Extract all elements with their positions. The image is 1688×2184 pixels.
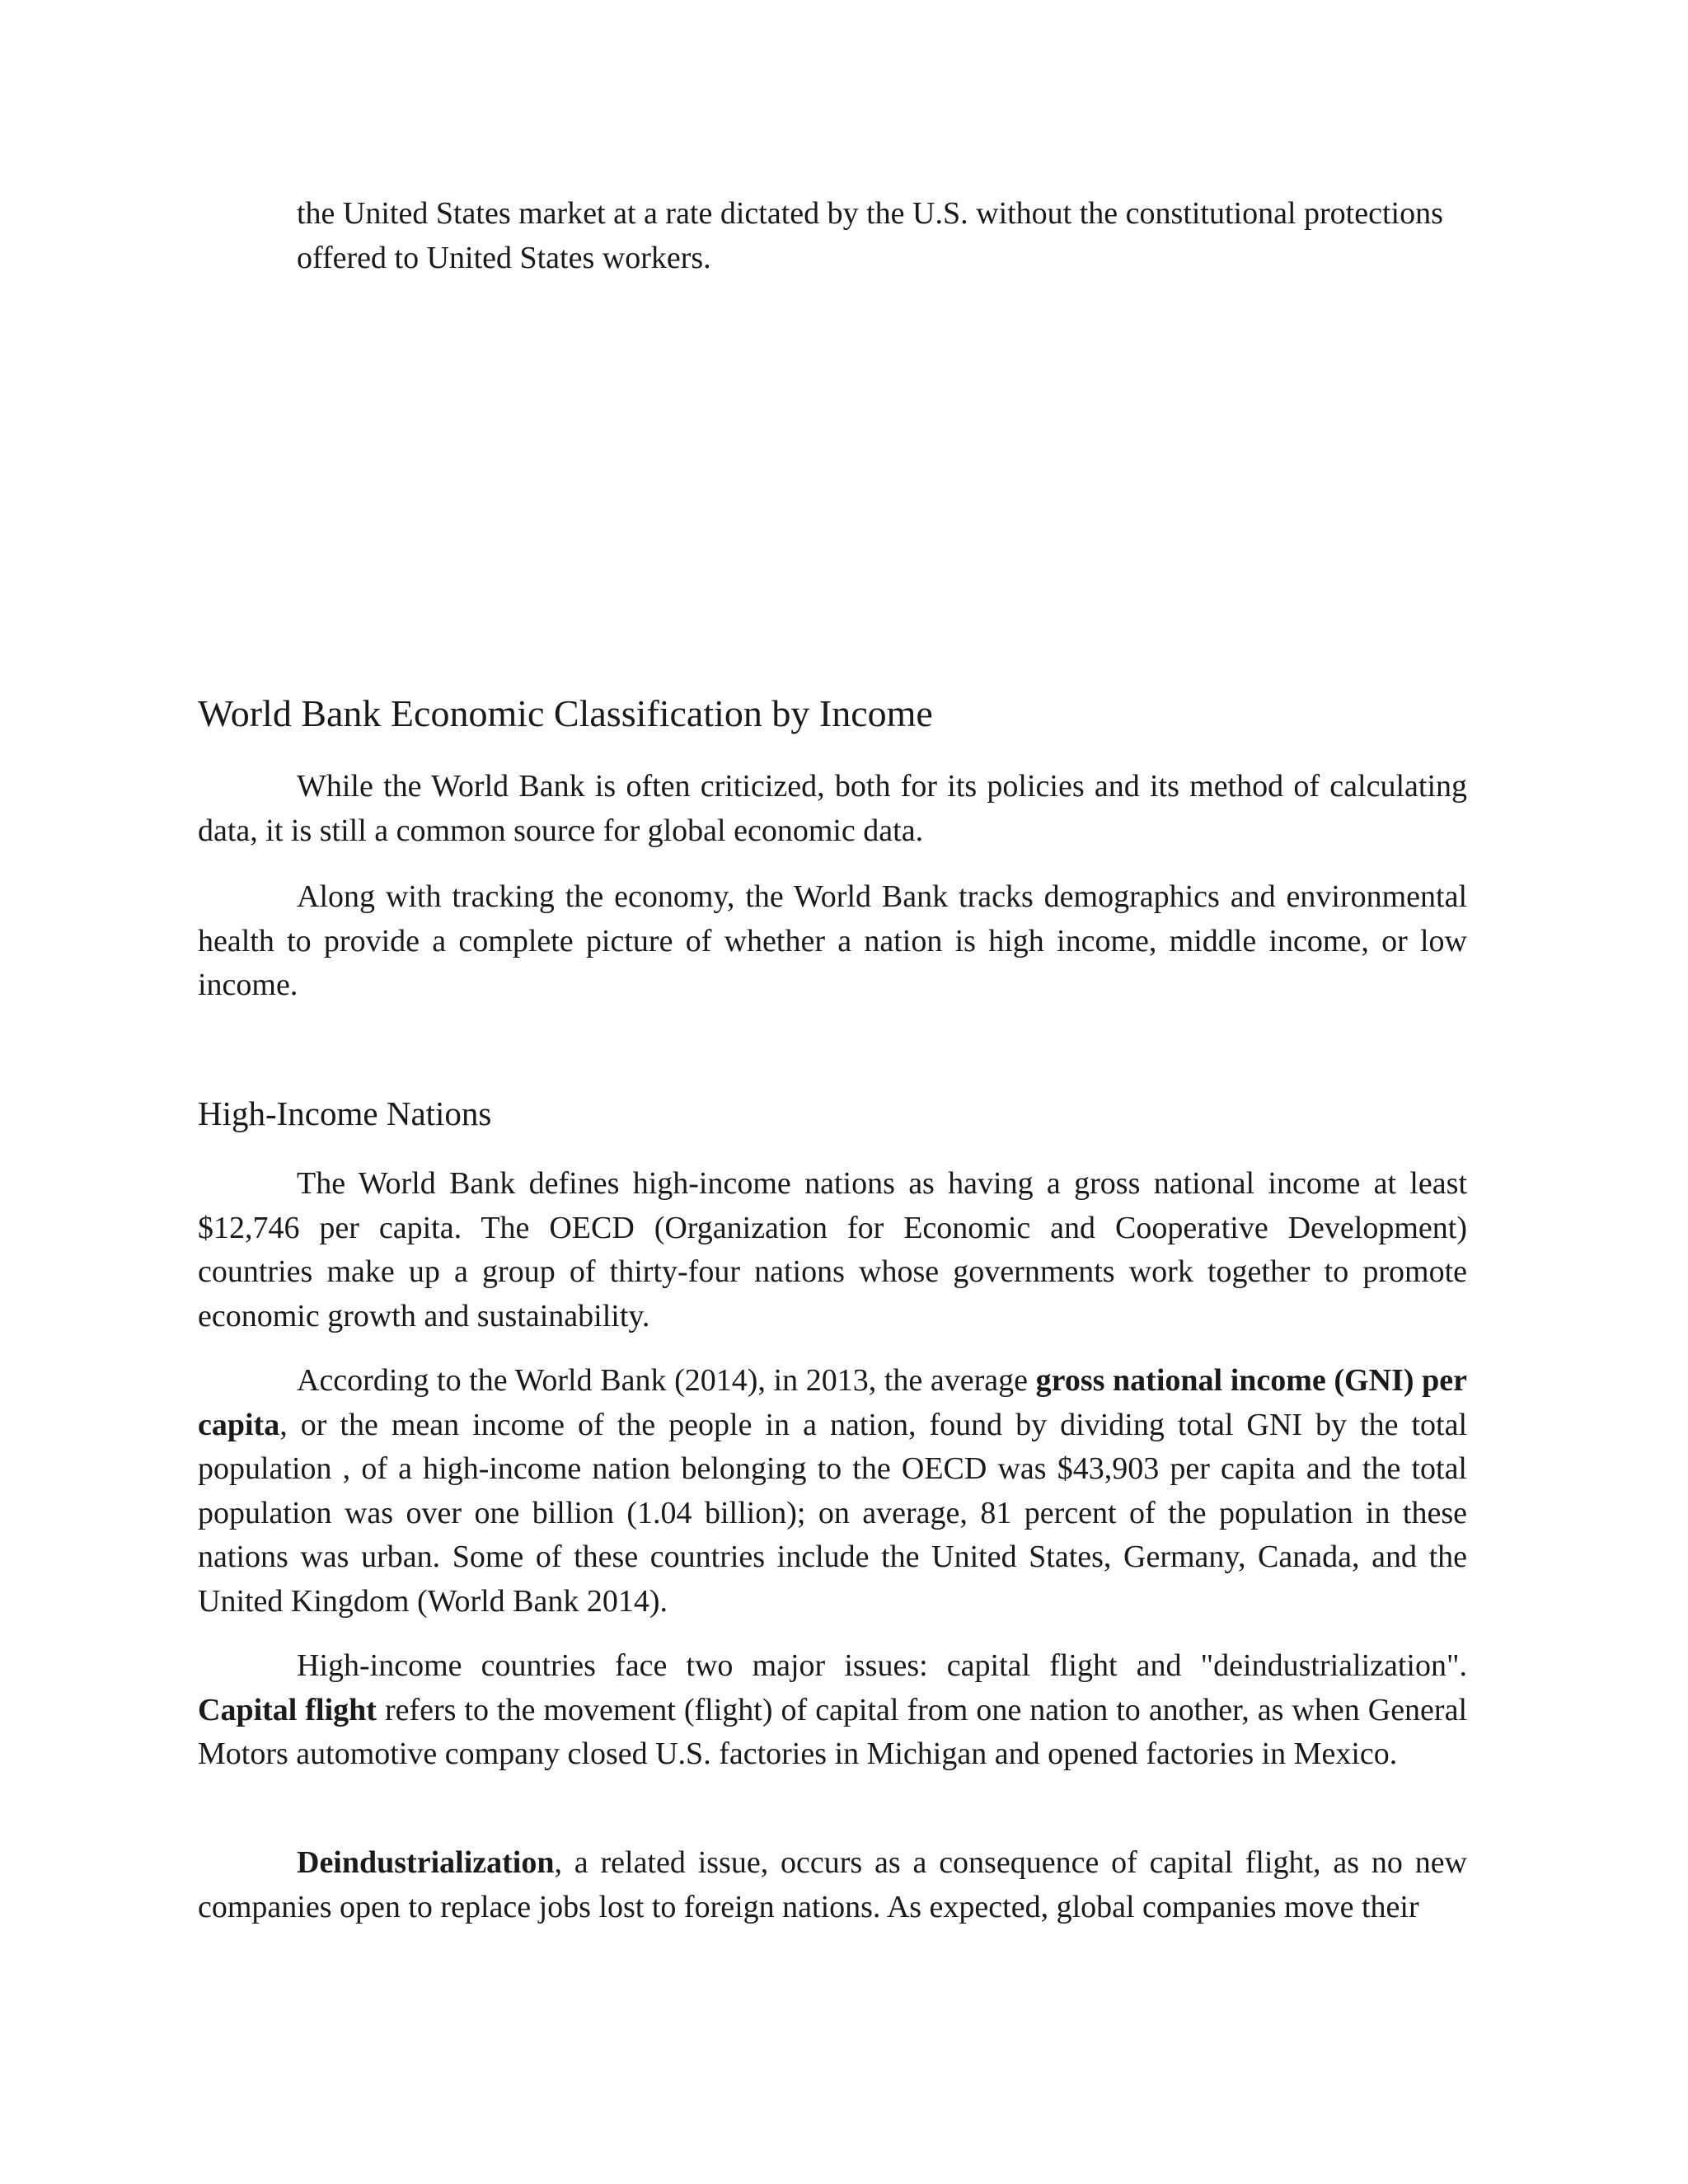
paragraph: Along with tracking the economy, the World Bank tracks demographics and environmental health to provide a complete picture of whether a nation is high income, middle income, or low income.	[198, 879, 1467, 1002]
text-run: According to the World Bank (2014), in 2013, the average	[297, 1363, 1036, 1398]
section2-paragraph-2	[198, 1359, 1467, 1624]
section2-paragraph-3	[198, 1644, 1467, 1777]
section-heading-world-bank-classification: World Bank Economic Classification by Income	[198, 692, 933, 734]
text-run: , a related issue, occurs as a consequence of capital flight, as no new companies open to replace jobs lost to foreign nations. As expected, global companies move their	[198, 1845, 1467, 1924]
key-term-gni-per-capita: gross national income (GNI) per capita	[198, 1363, 1467, 1442]
key-term-capital-flight: Capital flight	[198, 1692, 377, 1727]
text-run: High-income countries face two major issues: capital flight and "deindustrialization".	[297, 1648, 1467, 1683]
section2-paragraph-4	[198, 1841, 1467, 1929]
section-heading-high-income-nations: High-Income Nations	[198, 1094, 492, 1132]
text-run: refers to the movement (flight) of capital from one nation to another, as when General Motors automotive company closed U.S. factories in Michigan and opened factories in Mexico.	[198, 1692, 1467, 1771]
section2-paragraph-1	[198, 1162, 1467, 1338]
quote-continuation: the United States market at a rate dictated by the U.S. without the constitutional protections offered to United States workers.	[297, 196, 1443, 275]
text-run: , or the mean income of the people in a nation, found by dividing total GNI by the total population , of a high-income nation belonging to the OECD was $43,903 per capita and the total population was over one billion (1.04 billion); on average, 81 percent of the population in these nations was urban. Some of these countries include the United States, Germany, Canada, and the United Kingdom (World Bank 2014).	[198, 1407, 1467, 1619]
section1-body	[198, 765, 1467, 853]
paragraph	[198, 1359, 1467, 1624]
section1-body-2	[198, 875, 1467, 1008]
paragraph: While the World Bank is often criticized, both for its policies and its method of calculating data, it is still a common source for global economic data.	[198, 769, 1467, 848]
paragraph: The World Bank defines high-income nations as having a gross national income at least $12,746 per capita. The OECD (Organization for Economic and Cooperative Development) countries make up a group of thirty-four nations whose governments work together to promote economic growth and sustainability.	[198, 1166, 1467, 1333]
paragraph	[198, 1841, 1467, 1929]
paragraph	[198, 1644, 1467, 1777]
key-term-deindustrialization: Deindustrialization	[297, 1845, 555, 1880]
